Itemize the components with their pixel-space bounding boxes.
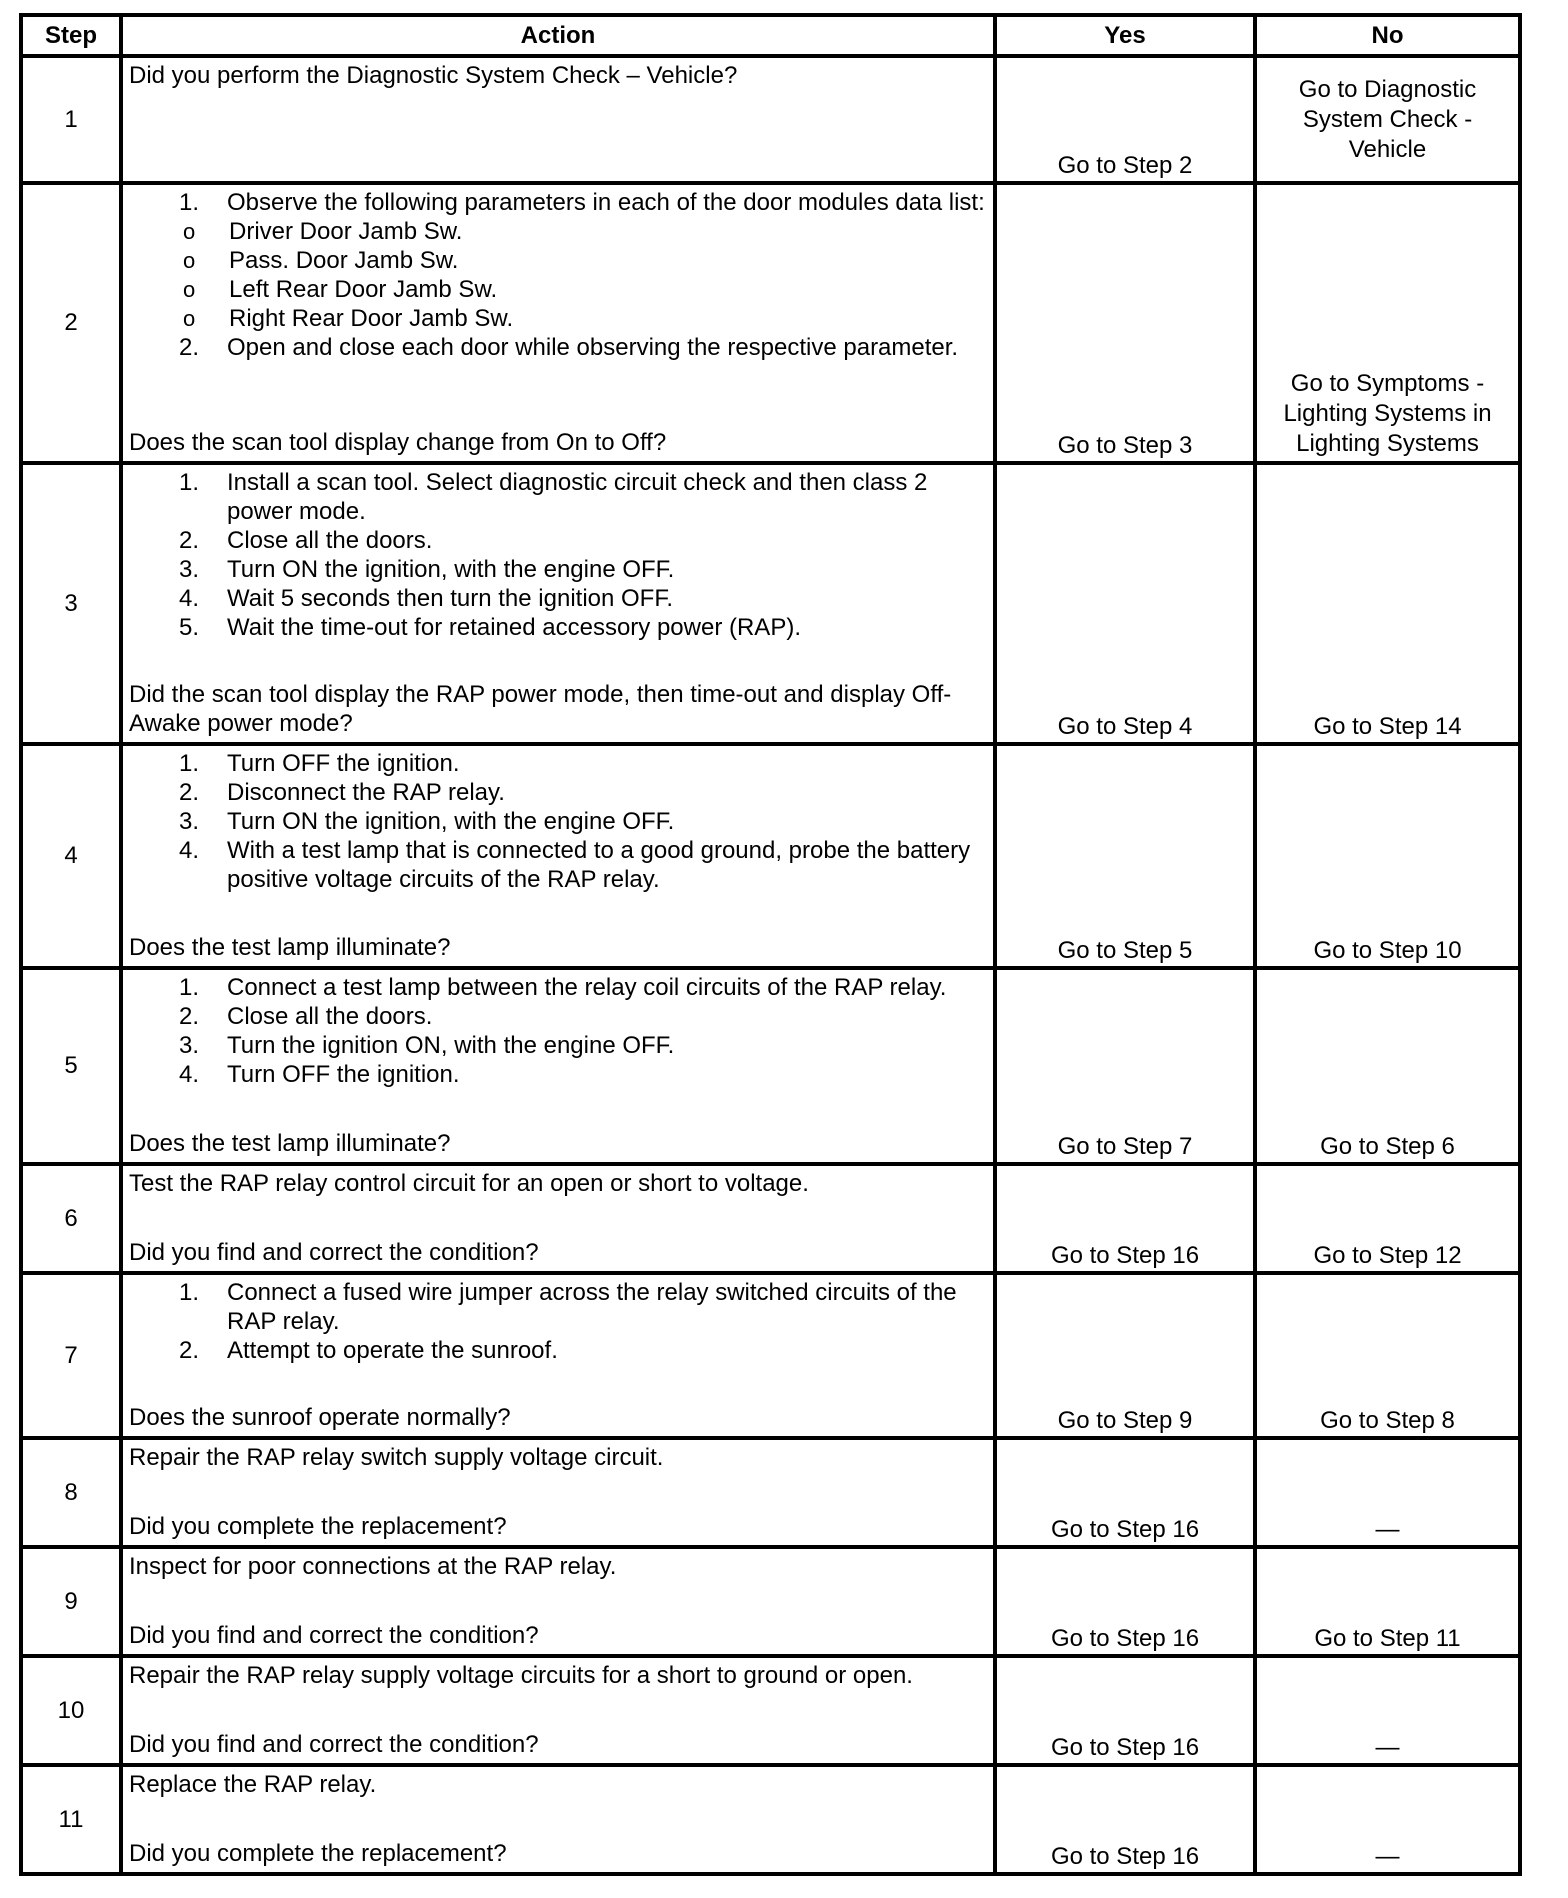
no-cell: Go to Step 8: [1255, 1273, 1520, 1438]
action-instruction: Repair the RAP relay supply voltage circuits for a short to ground or open.: [129, 1662, 913, 1689]
no-cell: Go to Step 10: [1255, 744, 1520, 968]
table-row: [21, 1547, 1520, 1656]
step-number: 8: [21, 1438, 121, 1547]
table-row: [21, 1164, 1520, 1273]
action-question: Does the test lamp illuminate?: [129, 1130, 451, 1157]
action-instruction: Replace the RAP relay.: [129, 1771, 377, 1798]
header-action: Action: [121, 15, 995, 56]
diagnostic-table: [19, 13, 1522, 1876]
list-item: 1. Install a scan tool. Select diagnostic circuit check and then class 2 power mode.: [179, 469, 928, 525]
step-number: 3: [21, 463, 121, 744]
action-cell: [121, 1438, 995, 1547]
step-number: 11: [21, 1765, 121, 1874]
step-number: 1: [21, 56, 121, 183]
action-question: Did you perform the Diagnostic System Check – Vehicle?: [129, 62, 738, 89]
yes-cell: Go to Step 16: [995, 1164, 1255, 1273]
list-item: 1. Connect a fused wire jumper across the relay switched circuits of the RAP relay.: [179, 1279, 957, 1335]
action-question: Does the sunroof operate normally?: [129, 1404, 511, 1431]
no-cell: —: [1255, 1438, 1520, 1547]
no-cell: Go to Symptoms - Lighting Systems in Lighting Systems: [1255, 183, 1520, 463]
yes-cell: Go to Step 2: [995, 56, 1255, 183]
header-no: No: [1255, 15, 1520, 56]
yes-cell: Go to Step 4: [995, 463, 1255, 744]
action-cell: [121, 1656, 995, 1765]
action-question: Does the scan tool display change from On to Off?: [129, 429, 667, 456]
action-cell: [121, 1273, 995, 1438]
list-item: 2. Attempt to operate the sunroof.: [179, 1337, 558, 1364]
table-row: [21, 56, 1520, 183]
no-cell: Go to Step 6: [1255, 968, 1520, 1164]
action-cell: [121, 1547, 995, 1656]
list-item: o Pass. Door Jamb Sw.: [183, 247, 459, 274]
action-cell: [121, 1164, 995, 1273]
no-cell: Go to Step 14: [1255, 463, 1520, 744]
table-row: [21, 744, 1520, 968]
parameter-list: [129, 217, 985, 333]
step-number: 4: [21, 744, 121, 968]
action-steps: [129, 1278, 985, 1365]
yes-cell: Go to Step 16: [995, 1547, 1255, 1656]
step-number: 2: [21, 183, 121, 463]
list-item: 3. Turn the ignition ON, with the engine OFF.: [179, 1032, 675, 1059]
action-question: Does the test lamp illuminate?: [129, 934, 451, 961]
list-item: 2. Close all the doors.: [179, 1003, 433, 1030]
step-number: 5: [21, 968, 121, 1164]
action-cell: [121, 463, 995, 744]
table-row: [21, 1656, 1520, 1765]
action-question: Did you find and correct the condition?: [129, 1239, 539, 1266]
no-cell: Go to Diagnostic System Check - Vehicle: [1255, 56, 1520, 183]
header-yes: Yes: [995, 15, 1255, 56]
list-item: 2. Close all the doors.: [179, 527, 433, 554]
list-item: o Left Rear Door Jamb Sw.: [183, 276, 498, 303]
list-item: 1. Observe the following parameters in each of the door modules data list: o Driver Door Jamb Sw. o Pass. Door Jamb Sw. o Left Rear Door Jamb Sw. o Right Rear Door Jamb Sw.: [129, 188, 985, 333]
list-item: 1. Connect a test lamp between the relay coil circuits of the RAP relay.: [179, 974, 947, 1001]
yes-cell: Go to Step 16: [995, 1765, 1255, 1874]
header-row: [21, 15, 1520, 56]
list-item: 5. Wait the time-out for retained accessory power (RAP).: [179, 614, 801, 641]
action-question: Did you find and correct the condition?: [129, 1731, 539, 1758]
action-question: Did you complete the replacement?: [129, 1513, 507, 1540]
list-item: 3. Turn ON the ignition, with the engine OFF.: [179, 556, 675, 583]
no-cell: Go to Step 12: [1255, 1164, 1520, 1273]
action-instruction: Inspect for poor connections at the RAP relay.: [129, 1553, 617, 1580]
action-steps: [129, 973, 985, 1089]
action-steps: [129, 188, 985, 362]
header-step: Step: [21, 15, 121, 56]
table-row: [21, 968, 1520, 1164]
action-cell: [121, 1765, 995, 1874]
yes-cell: Go to Step 5: [995, 744, 1255, 968]
list-item: 3. Turn ON the ignition, with the engine OFF.: [179, 808, 675, 835]
action-cell: [121, 744, 995, 968]
table-row: [21, 463, 1520, 744]
table-row: [21, 1765, 1520, 1874]
no-cell: Go to Step 11: [1255, 1547, 1520, 1656]
yes-cell: Go to Step 16: [995, 1656, 1255, 1765]
action-steps: [129, 468, 985, 642]
step-number: 10: [21, 1656, 121, 1765]
action-cell: [121, 183, 995, 463]
list-item: 1. Turn OFF the ignition.: [179, 750, 460, 777]
step-number: 7: [21, 1273, 121, 1438]
list-item: 4. Wait 5 seconds then turn the ignition OFF.: [179, 585, 674, 612]
yes-cell: Go to Step 3: [995, 183, 1255, 463]
list-item: 4. With a test lamp that is connected to a good ground, probe the battery positive voltage circuits of the RAP relay.: [179, 837, 971, 893]
table-row: [21, 1438, 1520, 1547]
action-cell: [121, 968, 995, 1164]
yes-cell: Go to Step 9: [995, 1273, 1255, 1438]
list-item: o Driver Door Jamb Sw.: [183, 218, 463, 245]
action-question: Did you complete the replacement?: [129, 1840, 507, 1867]
list-item: 2. Open and close each door while observing the respective parameter.: [179, 334, 959, 361]
no-cell: —: [1255, 1656, 1520, 1765]
action-cell: [121, 56, 995, 183]
table-row: [21, 183, 1520, 463]
yes-cell: Go to Step 7: [995, 968, 1255, 1164]
action-instruction: Repair the RAP relay switch supply voltage circuit.: [129, 1444, 664, 1471]
action-question: Did you find and correct the condition?: [129, 1622, 539, 1649]
action-instruction: Test the RAP relay control circuit for an open or short to voltage.: [129, 1170, 809, 1197]
step-number: 6: [21, 1164, 121, 1273]
list-item: o Right Rear Door Jamb Sw.: [183, 305, 514, 332]
action-steps: [129, 749, 985, 894]
list-item: 2. Disconnect the RAP relay.: [179, 779, 505, 806]
yes-cell: Go to Step 16: [995, 1438, 1255, 1547]
no-cell: —: [1255, 1765, 1520, 1874]
table-row: [21, 1273, 1520, 1438]
action-question: Did the scan tool display the RAP power mode, then time-out and display Off-Awake power mode?: [129, 681, 952, 737]
list-item: 4. Turn OFF the ignition.: [179, 1061, 460, 1088]
step-number: 9: [21, 1547, 121, 1656]
